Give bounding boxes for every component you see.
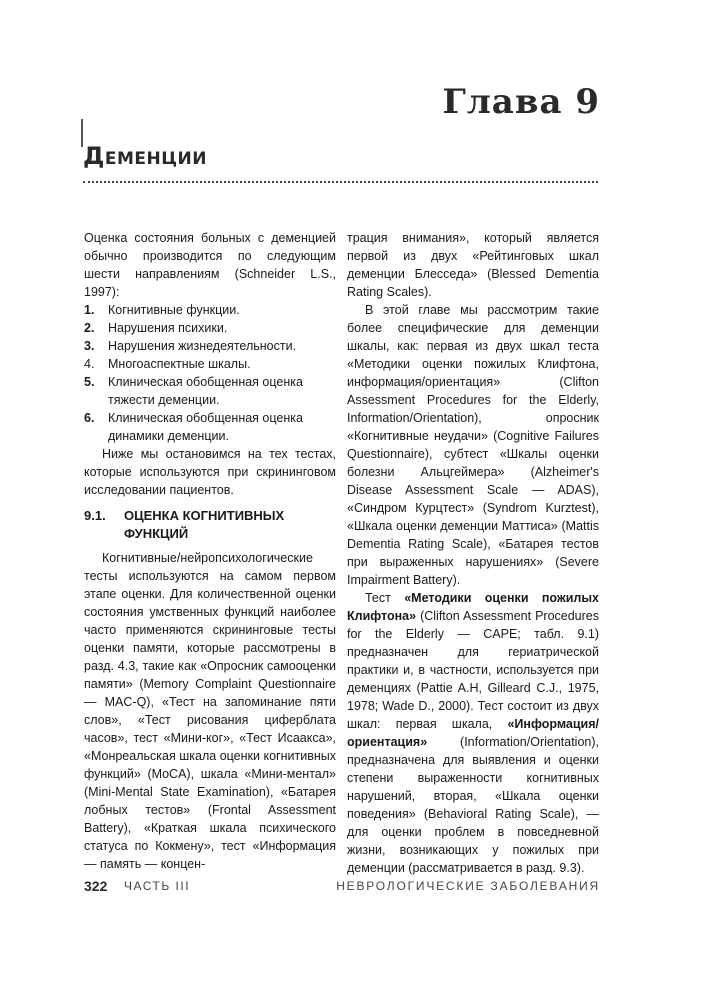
cape-test-name: «Методики оценки пожилых Клифтона» (347, 591, 599, 623)
list-text: Нарушения психики. (108, 321, 228, 335)
cape-text-a: Тест (365, 591, 405, 605)
continuation-paragraph: трация внимания», который является первой из двух «Рейтинговых шкал деменции Блесседа» (Blessed Dementia Rating Scales). (347, 231, 599, 299)
cape-text-b: (Clifton Assessment Procedures for the Elderly — CAPE; табл. 9.1) предназначен для гериатрической практики и, в частности, используется при деменциях (Pattie A.H, Gilleard C.J., 1975, 1978; Wade D., 2000). Тест состоит из двух шкал: первая шкала, (347, 609, 599, 731)
part-label: ЧАСТЬ III (124, 879, 191, 893)
list-item (84, 355, 336, 373)
scales-paragraph: В этой главе мы рассмотрим такие более специфические для деменции шкалы, как: первая из двух шкал теста «Методики оценки пожилых Клифтона, информация/ориентация» (Clifton Assessment Procedures for the Elderly, Information/Orientation), опросник «Когнитивные неудачи» (Cognitive Failures Questionnaire), субтест «Шкалы оценки болезни Альцгеймера» (Alzheimer's Disease Assessment Scale — ADAS), «Синдром Курцтест» (Syndrom Kurztest), «Шкала оценки деменции Маттиса» (Mattis Dementia Rating Scale), «Батарея тестов при выраженных нарушениях» (Severe Impairment Battery). (347, 303, 599, 587)
list-item (84, 373, 336, 409)
dotted-rule (83, 181, 598, 183)
list-number: 6. (84, 411, 95, 425)
section-number: 9.1. (84, 508, 106, 523)
cape-text-c: (Information/Orientation), предназначена для выявления и оценки степени выраженности когнитивных нарушений, вторая, «Шкала оценки поведения» (Behavioral Rating Scale), — для оценки проблем в повседневной жизни, возникающих у пожилых при деменции (рассматривается в разд. 9.3). (347, 735, 599, 875)
list-number: 2. (84, 321, 95, 335)
list-item (84, 301, 336, 319)
list-number: 5. (84, 375, 95, 389)
list-text: Клиническая обобщенная оценка динамики деменции. (108, 411, 303, 443)
assessment-list (84, 301, 336, 445)
chapter-number: Глава 9 (442, 82, 600, 122)
list-item (84, 319, 336, 337)
left-column (84, 229, 336, 873)
list-item (84, 409, 336, 445)
right-column (347, 229, 599, 877)
section-title: ОЦЕНКА КОГНИТИВНЫХ ФУНКЦИЙ (124, 508, 285, 541)
intro-paragraph: Оценка состояния больных с деменцией обычно производится по следующим шести направлениям (Schneider L.S., 1997): (84, 231, 336, 299)
list-number: 1. (84, 303, 95, 317)
list-text: Клиническая обобщенная оценка тяжести деменции. (108, 375, 303, 407)
running-head: НЕВРОЛОГИЧЕСКИЕ ЗАБОЛЕВАНИЯ (336, 879, 600, 893)
chapter-title: Деменции (83, 142, 207, 170)
screening-paragraph: Ниже мы остановимся на тех тестах, которые используются при скрининговом исследовании пациентов. (84, 447, 336, 497)
list-text: Многоаспектные шкалы. (108, 357, 251, 371)
page-number: 322 (84, 878, 108, 894)
list-number: 3. (84, 339, 95, 353)
cognitive-tests-paragraph: Когнитивные/нейропсихологические тесты используются на самом первом этапе оценки. Для количественной оценки состояния умственных функций наиболее часто применяются скрининговые тесты оценки памяти, которые рассмотрены в разд. 4.3, такие как «Опросник самооценки памяти» (Memory Complaint Questionnaire — MAC-Q), «Тест на запоминание пяти слов», «Тест рисования циферблата часов», тест «Мини-ког», «Тест Исаакса», «Монреальская шкала оценки когнитивных функций» (MoCA), шкала «Мини-ментал» (Mini-Mental State Examination), «Батарея лобных тестов» (Frontal Assessment Battery), «Краткая шкала психического статуса по Кокмену», тест «Информация — память — концен- (84, 551, 336, 871)
list-text: Когнитивные функции. (108, 303, 240, 317)
list-text: Нарушения жизнедеятельности. (108, 339, 297, 353)
section-heading (84, 507, 336, 543)
list-item (84, 337, 336, 355)
page-footer (84, 878, 600, 898)
cape-paragraph (347, 589, 599, 877)
cape-scale-name: «Информация/ориентация» (347, 717, 599, 749)
list-number: 4. (84, 357, 95, 371)
